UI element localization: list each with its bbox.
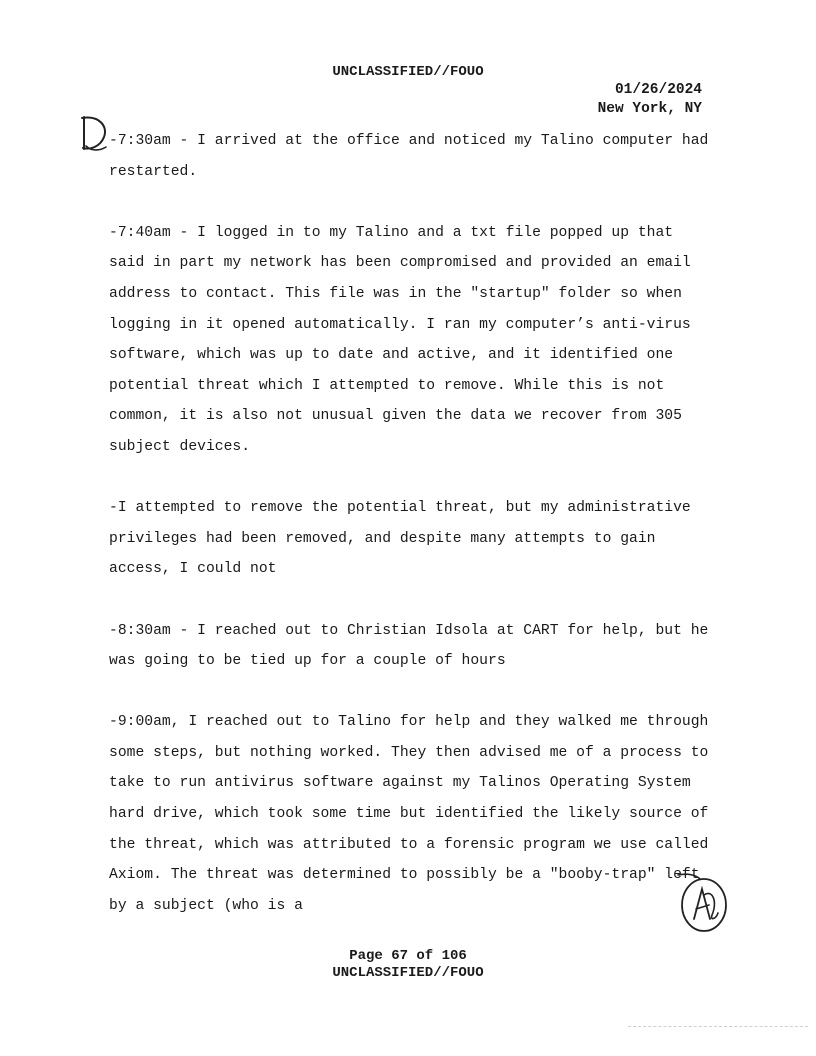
document-location: New York, NY [597,101,702,117]
body-paragraph: -9:00am, I reached out to Talino for help and they walked me through some steps, but nothing worked. They then advised me of a process to take to run antivirus software against my Talinos Operating System hard drive, which took some time but identified the likely source of the threat, which was attributed to a forensic program we use called Axiom. The threat was determined to possibly be a "booby-trap" left by a subject (who is a [109,714,709,914]
body-paragraph: -8:30am - I reached out to Christian Idsola at CART for help, but he was going to be tied up for a couple of hours [109,622,709,670]
classification-header: UNCLASSIFIED//FOUO [332,64,484,80]
scan-artifact-line [628,1026,808,1028]
handwritten-initials-icon [676,869,730,935]
body-paragraph: -I attempted to remove the potential threat, but my administrative privileges had been removed, and despite many attempts to gain access, I could not [109,500,691,578]
page-number: Page 67 of 106 [349,948,467,964]
body-paragraph: -7:40am - I logged in to my Talino and a txt file popped up that said in part my network has been compromised and provided an email address to contact. This file was in the "startup" folder so when logging in it opened automatically. I ran my computer’s anti-virus software, which was up to date and active, and it identified one potential threat which I attempted to remove. While this is not common, it is also not unusual given the data we recover from 305 subject devices. [109,224,691,455]
document-date: 01/26/2024 [614,82,702,98]
classification-footer: UNCLASSIFIED//FOUO [332,965,484,981]
body-paragraph: -7:30am - I arrived at the office and noticed my Talino computer had restarted. [109,133,709,180]
document-body [109,126,709,952]
handwritten-d-mark-icon [78,113,108,153]
